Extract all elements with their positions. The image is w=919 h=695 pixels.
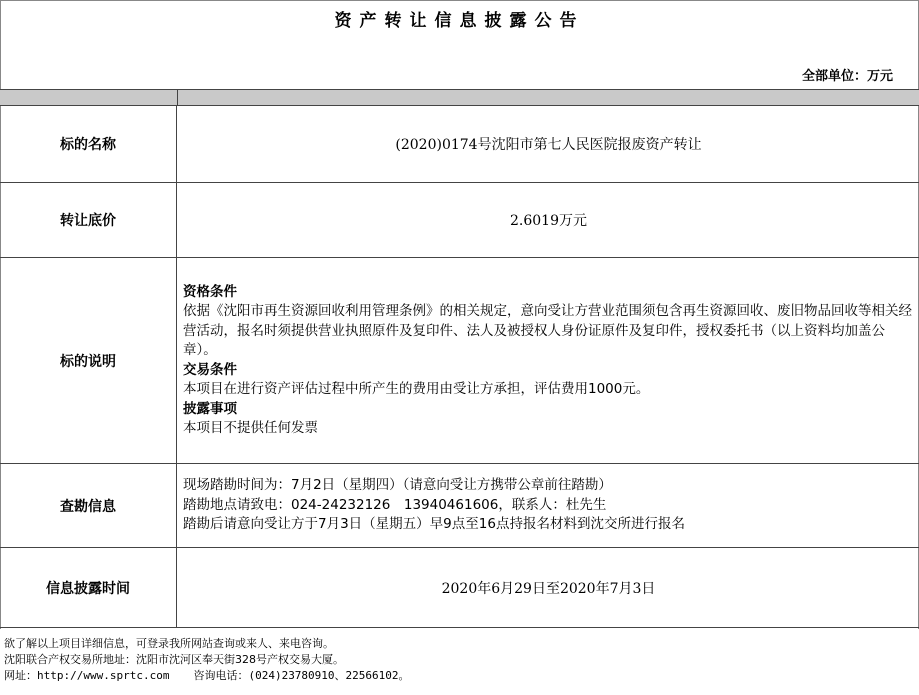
row-disclosure-period	[0, 548, 919, 628]
survey-time-line: 现场踏勘时间为：7月2日（星期四）（请意向受让方携带公章前往踏勘）	[183, 477, 612, 494]
reserve-price-value: 2.6019万元	[510, 213, 587, 229]
row-target-name	[0, 106, 919, 183]
target-description-content	[183, 258, 913, 463]
target-name-label: 标的名称	[0, 106, 177, 182]
survey-contact-line: 踏勘地点请致电：024-24232126 13940461606，联系人：杜先生	[183, 496, 607, 513]
target-description-label: 标的说明	[0, 258, 177, 463]
website-label: 网址：	[4, 669, 37, 682]
survey-info-content	[183, 464, 913, 547]
qualification-text: 依据《沈阳市再生资源回收利用管理条例》的相关规定，意向受让方营业范围须包含再生资源回收、废旧物品回收等相关经营活动，报名时须提供营业执照原件及复印件、法人及被授权人身份证原件及复印件，授权委托书（以上资料均加盖公章）。	[183, 303, 912, 358]
row-target-description	[0, 258, 919, 464]
table-header-bar	[0, 89, 919, 106]
trade-conditions-text: 本项目在进行资产评估过程中所产生的费用由受让方承担，评估费用1000元。	[183, 381, 650, 397]
disclosure-heading: 披露事项	[183, 400, 237, 417]
unit-note: 全部单位：万元	[801, 69, 893, 84]
phone-numbers: (024)23780910、22566102。	[248, 669, 410, 682]
header-divider	[177, 90, 178, 105]
disclosure-period-label: 信息披露时间	[0, 548, 177, 627]
phone-label: 咨询电话：	[193, 669, 249, 682]
footer-address-line: 沈阳联合产权交易所地址：沈阳市沈河区奉天街328号产权交易大厦。	[4, 653, 344, 666]
trade-conditions-heading: 交易条件	[183, 361, 237, 378]
survey-registration-line: 踏勘后请意向受让方于7月3日（星期五）早9点至16点持报名材料到沈交所进行报名	[183, 516, 685, 533]
row-reserve-price	[0, 183, 919, 258]
website-link[interactable]: http://www.sprtc.com	[37, 669, 170, 682]
disclosure-period-value: 2020年6月29日至2020年7月3日	[441, 580, 656, 597]
row-survey-info	[0, 464, 919, 548]
disclosure-text: 本项目不提供任何发票	[183, 420, 318, 436]
footer-info-line: 欲了解以上项目详细信息，可登录我所网站查询或来人、来电咨询。	[4, 637, 334, 650]
page-title: 资产转让信息披露公告	[334, 11, 585, 31]
footer-contact-line	[4, 669, 410, 683]
reserve-price-label: 转让底价	[0, 183, 177, 257]
target-name-value: (2020)0174号沈阳市第七人民医院报废资产转让	[395, 137, 702, 153]
survey-info-label: 查勘信息	[0, 464, 177, 547]
qualification-heading: 资格条件	[183, 283, 237, 300]
